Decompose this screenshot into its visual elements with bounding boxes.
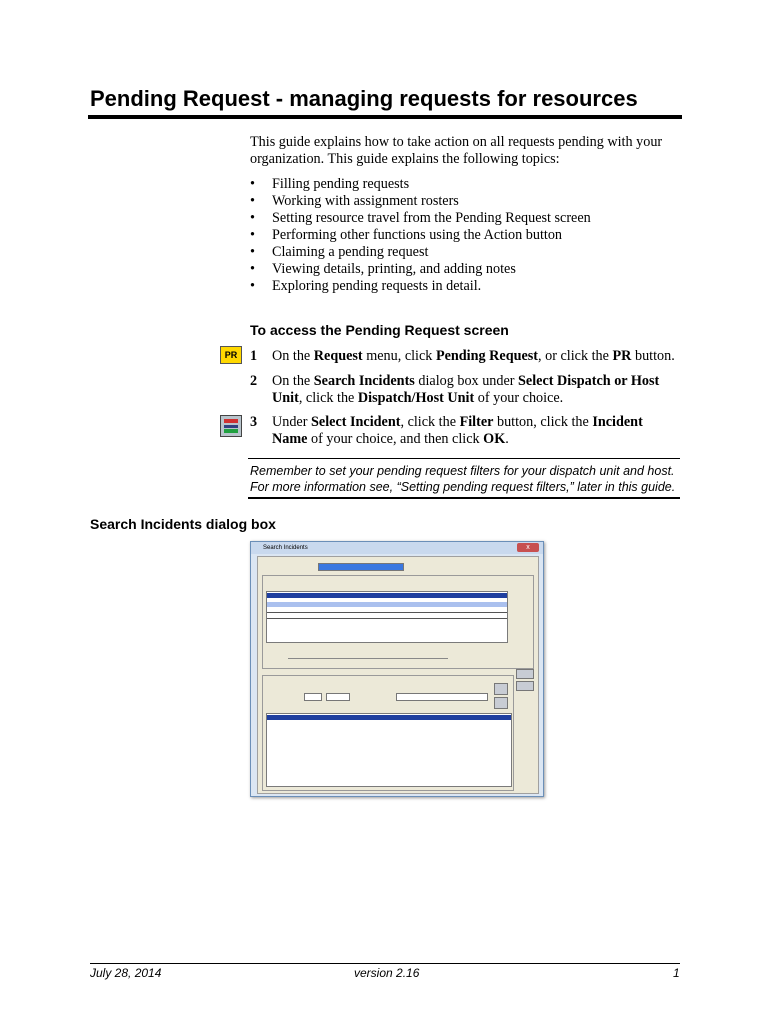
access-heading: To access the Pending Request screen [250, 322, 509, 338]
step-number: 1 [250, 348, 258, 364]
filter-button-icon [220, 415, 242, 437]
pr-button-icon: PR [220, 346, 242, 364]
page-number: 1 [673, 966, 680, 980]
bullet: • [250, 193, 255, 209]
list-item [250, 244, 670, 261]
step-text: Under Select Incident, click the Filter button, click the Incident Name of your choice, and then click OK. [272, 414, 643, 447]
table-row [267, 602, 507, 607]
step-number: 2 [250, 373, 258, 389]
topic-text: Viewing details, printing, and adding notes [272, 261, 516, 277]
list-item [250, 210, 670, 227]
footer-date: July 28, 2014 [90, 966, 162, 980]
dialog-title-bar [251, 542, 543, 554]
table-header [267, 593, 507, 598]
unit-field-2 [326, 693, 350, 701]
topic-text: Claiming a pending request [272, 244, 429, 260]
topic-text: Exploring pending requests in detail. [272, 278, 482, 294]
page-title: Pending Request - managing requests for resources [90, 86, 638, 111]
close-icon: x [517, 543, 539, 552]
note-rule-bottom [248, 497, 680, 499]
topics-list [250, 176, 670, 295]
search-incidents-dialog-screenshot [250, 541, 544, 797]
ok-button [516, 669, 534, 679]
filter-icon [494, 683, 508, 695]
topic-text: Filling pending requests [272, 176, 410, 192]
dialog-combo [318, 563, 404, 571]
bullet: • [250, 261, 255, 277]
list-item [250, 176, 670, 193]
step-text: On the Search Incidents dialog box under Select Dispatch or Host Unit, click the Dispatch/Host Unit of your choice. [272, 373, 660, 406]
bullet: • [250, 227, 255, 243]
topic-text: Setting resource travel from the Pending Request screen [272, 210, 591, 226]
figure-caption: Search Incidents dialog box [90, 516, 276, 532]
footer-rule [90, 963, 680, 964]
list-item [250, 227, 670, 244]
status-line [288, 658, 448, 659]
cancel-button [516, 681, 534, 691]
bullet: • [250, 278, 255, 294]
bullet: • [250, 244, 255, 260]
incident-name-field [396, 693, 488, 701]
dialog-title: Search Incidents [263, 545, 308, 551]
list-item [250, 261, 670, 278]
bullet: • [250, 176, 255, 192]
intro-paragraph: This guide explains how to take action on all requests pending with your organization. This guide explains the following topics: [250, 134, 663, 167]
unit-field [304, 693, 322, 701]
dispatch-table [266, 591, 508, 643]
reminder-note: Remember to set your pending request filters for your dispatch unit and host. For more information see, “Setting pending request filters,” later in this guide. [250, 464, 676, 494]
note-rule-top [248, 458, 680, 459]
clear-filter-icon [494, 697, 508, 709]
bullet: • [250, 210, 255, 226]
title-rule [88, 115, 682, 119]
table-row [267, 618, 507, 619]
step-text: On the Request menu, click Pending Request, or click the PR button. [272, 348, 675, 364]
list-item [250, 278, 670, 295]
table-row [267, 612, 507, 613]
list-item [250, 193, 670, 210]
incident-table [266, 713, 512, 787]
topic-text: Performing other functions using the Action button [272, 227, 563, 243]
footer-version: version 2.16 [354, 966, 420, 980]
topic-text: Working with assignment rosters [272, 193, 459, 209]
table-header [267, 715, 511, 720]
step-number: 3 [250, 414, 258, 430]
dialog-body [257, 556, 539, 794]
